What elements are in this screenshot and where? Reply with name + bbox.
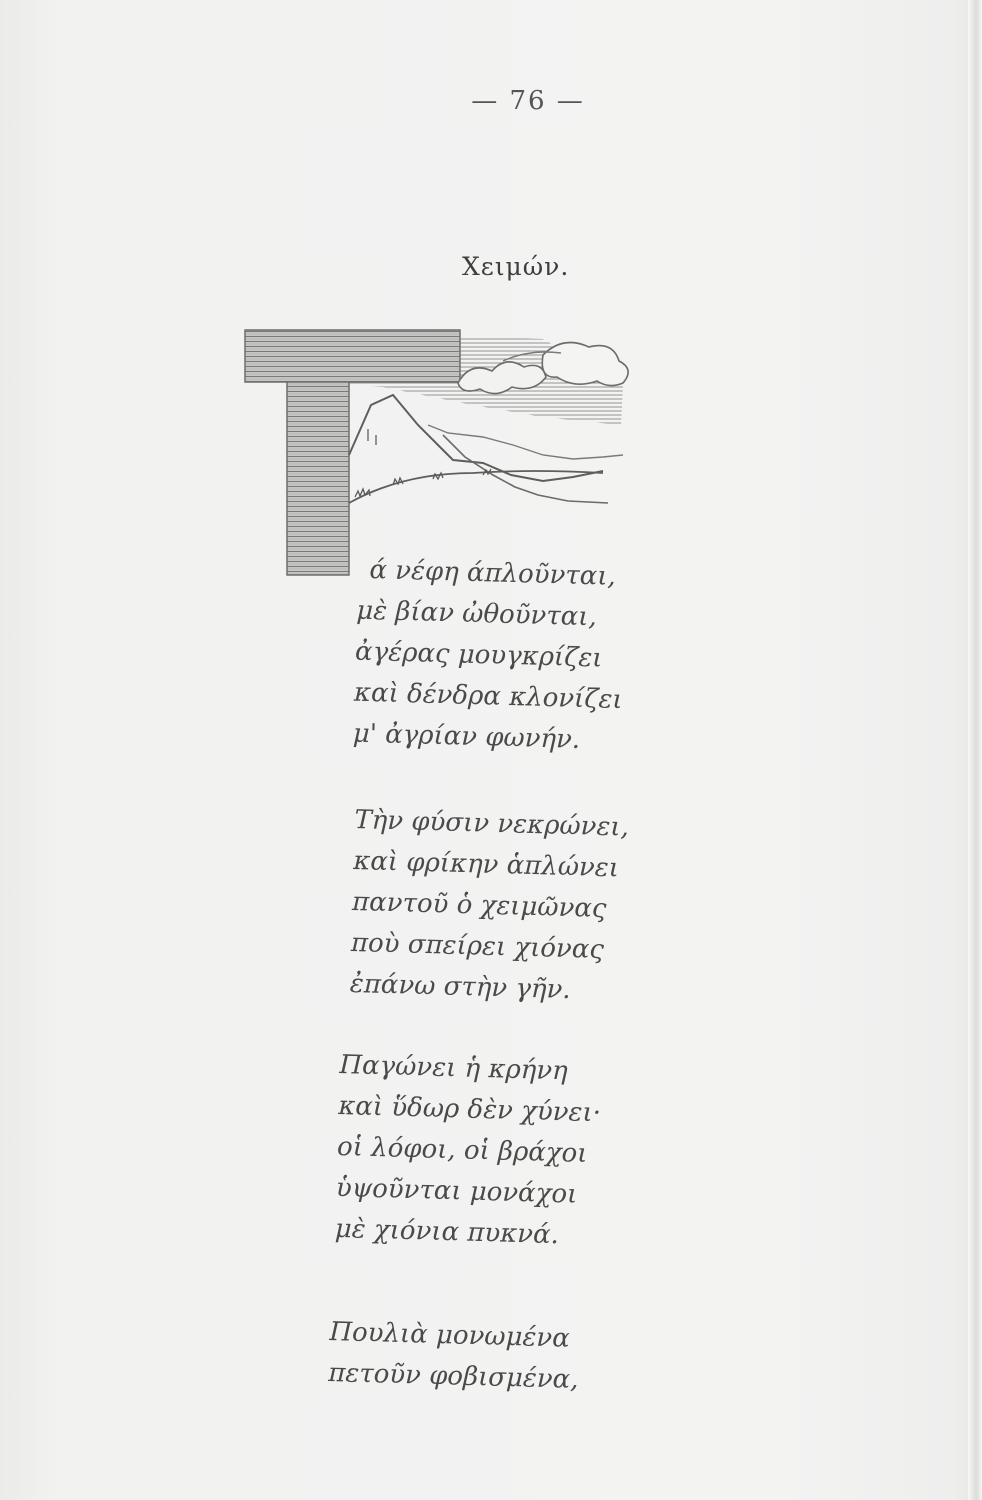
stanza-1 [352,550,626,762]
verse-line: καὶ φρίκην ἁπλώνει [352,845,620,884]
stanza-4 [328,1312,580,1401]
poem-title: Χειμών. [462,252,570,281]
verse-line: πετοῦν φοβισμένα, [327,1357,579,1395]
stanza-2 [349,800,629,1013]
verse-line: μὲ βίαν ὠθοῦνται, [355,595,598,633]
verse-line: ἐπάνω στὴν γῆν. [349,968,572,1006]
stanza-3 [334,1045,602,1257]
verse-line: Τὴν φύσιν νεκρώνει, [354,804,630,843]
drop-cap-T-landscape-icon [243,325,643,580]
page-edge [968,0,982,1500]
verse-line: ὑψοῦνται μονάχοι [335,1172,578,1210]
verse-line: ἀγέρας μουγκρίζει [354,636,603,674]
verse-line: ποὺ σπείρει χιόνας [350,927,605,966]
verse-line: μ' ἀγρίαν φωνήν. [352,718,581,755]
verse-line: Πουλιὰ μονωμένα [329,1316,571,1354]
verse-line: μὲ χιόνια πυκνά. [334,1213,560,1251]
verse-line: Παγώνει ἡ κρήνη [339,1049,569,1087]
verse-line: οἱ λόφοι, οἱ βράχοι [336,1131,588,1169]
verse-line: καὶ δένδρα κλονίζει [353,677,623,716]
verse-line: παντοῦ ὁ χειμῶνας [351,886,607,925]
verse-line: καὶ ὕδωρ δὲν χύνει· [337,1090,602,1129]
page-number: — 76 — [471,86,585,116]
verse-line: ά νέφη άπλοῦνται, [369,554,617,592]
